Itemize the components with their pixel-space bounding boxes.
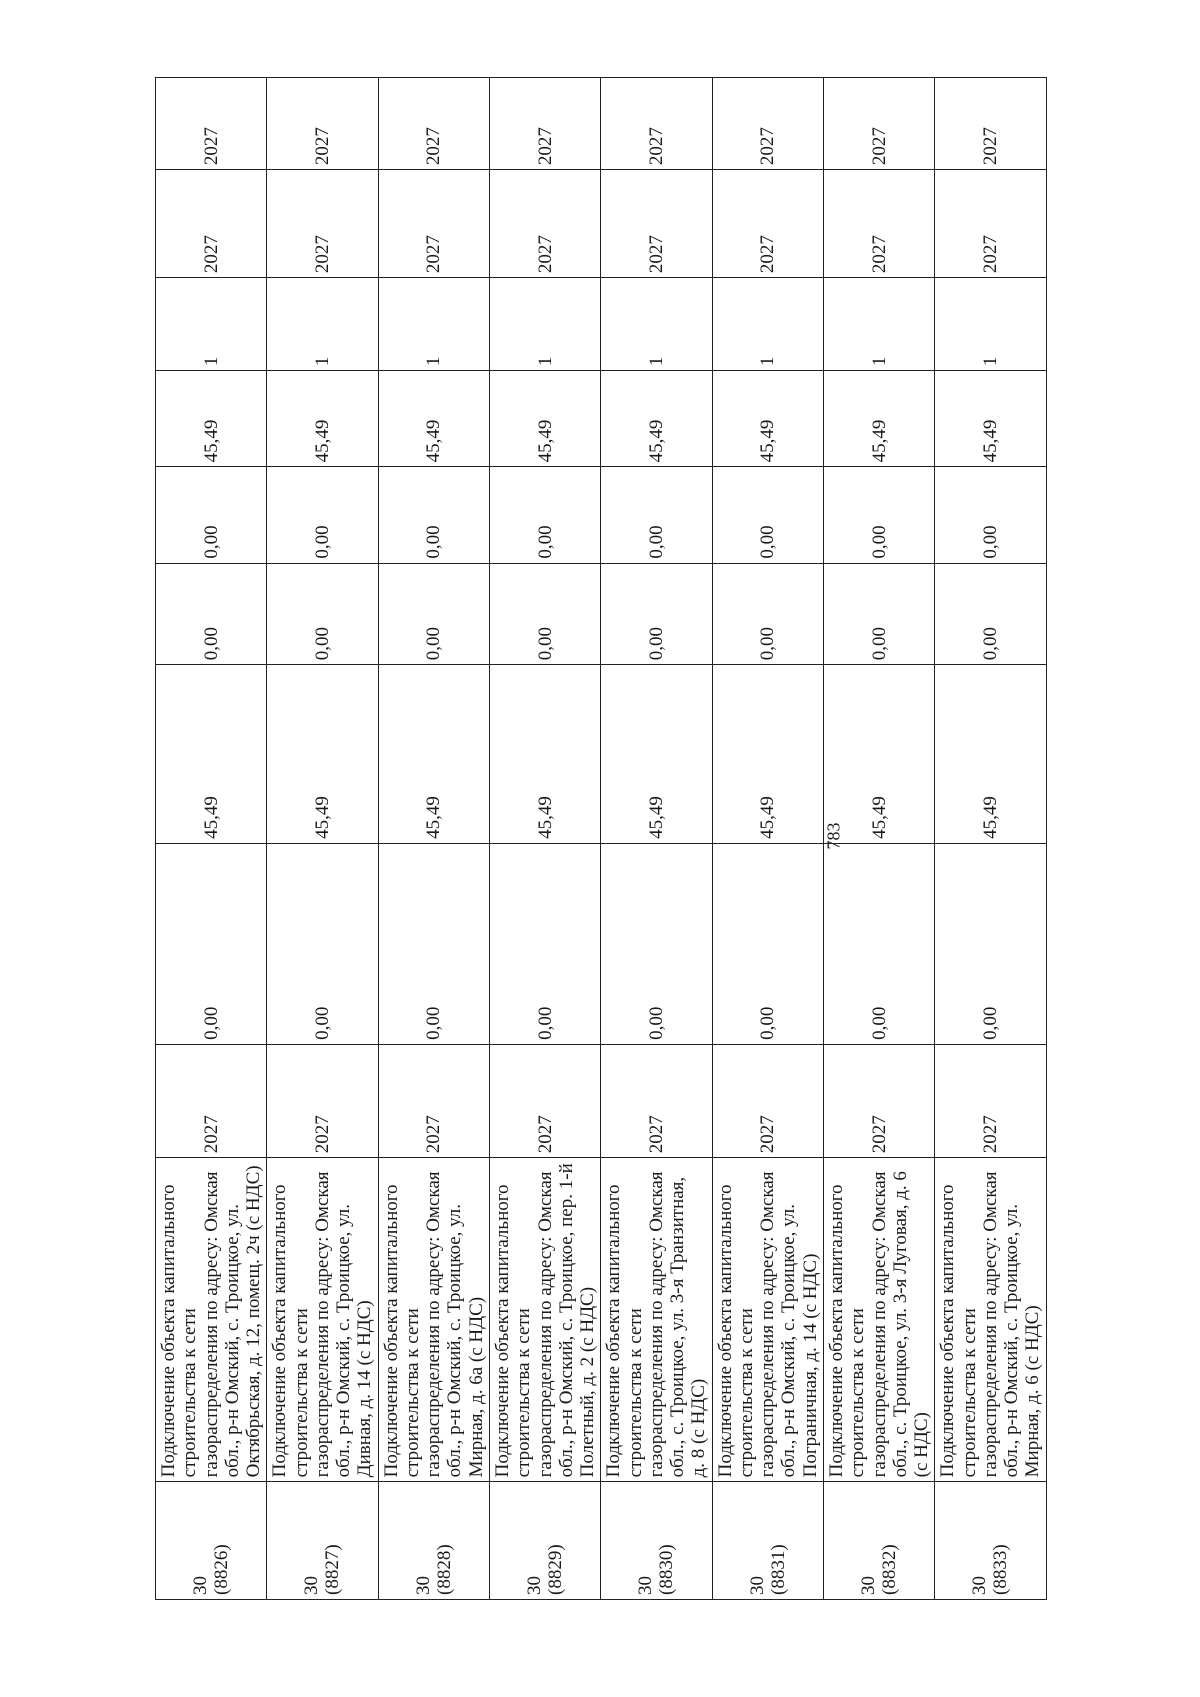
value-cell-c2: 0,00 [601,843,712,1044]
value-cell-c7: 1 [601,278,712,371]
value-cell-c6: 45,49 [823,371,934,467]
table-row [823,78,934,1600]
value-cell-c3: 45,49 [156,665,267,844]
value-cell-c6: 45,49 [489,371,600,467]
value-cell-c3: 45,49 [378,665,489,844]
value-cell-c3: 45,49 [935,665,1046,844]
value-cell-c3: 45,49 [267,665,378,844]
row-number: 30 [969,1576,991,1595]
value-cell-c7: 1 [712,278,823,371]
row-code: (8830) [656,1544,678,1595]
value-cell-c2: 0,00 [823,843,934,1044]
value-cell-c9: 2027 [489,78,600,170]
row-code: (8832) [879,1544,901,1595]
table-row [489,78,600,1600]
table-row [601,78,712,1600]
value-cell-c2: 0,00 [489,843,600,1044]
row-number: 30 [635,1576,657,1595]
value-cell-c7: 1 [489,278,600,371]
value-cell-c1: 2027 [935,1044,1046,1157]
value-cell-c4: 0,00 [823,563,934,665]
value-cell-c4: 0,00 [378,563,489,665]
value-cell-c5: 0,00 [712,467,823,563]
value-cell-c9: 2027 [601,78,712,170]
row-code: (8829) [545,1544,567,1595]
value-cell-c7: 1 [156,278,267,371]
row-code: (8827) [322,1544,344,1595]
value-cell-c4: 0,00 [601,563,712,665]
row-number-cell [267,1482,378,1600]
value-cell-c3: 45,49 [601,665,712,844]
row-number: 30 [857,1576,879,1595]
value-cell-c7: 1 [823,278,934,371]
row-description: Подключение объекта капитального строительства к сети газораспределения по адресу: Омская обл., р-н Омский, с. Троицкое, ул. Мирная, д. 6 (с НДС) [935,1158,1046,1482]
table-row [378,78,489,1600]
value-cell-c8: 2027 [378,170,489,278]
row-code: (8828) [433,1544,455,1595]
value-cell-c8: 2027 [712,170,823,278]
value-cell-c3: 45,49 [823,665,934,844]
row-code: (8831) [767,1544,789,1595]
value-cell-c1: 2027 [823,1044,934,1157]
value-cell-c8: 2027 [601,170,712,278]
value-cell-c4: 0,00 [712,563,823,665]
value-cell-c9: 2027 [823,78,934,170]
value-cell-c7: 1 [935,278,1046,371]
row-description: Подключение объекта капитального строительства к сети газораспределения по адресу: Омская обл., с. Троицкое, ул. 3-я Луговая, д. 6 (с НДС) [823,1158,934,1482]
value-cell-c3: 45,49 [712,665,823,844]
value-cell-c9: 2027 [378,78,489,170]
row-number: 30 [189,1576,211,1595]
value-cell-c9: 2027 [267,78,378,170]
value-cell-c5: 0,00 [601,467,712,563]
row-number-cell [378,1482,489,1600]
page-number: 783 [823,822,844,850]
value-cell-c1: 2027 [489,1044,600,1157]
value-cell-c6: 45,49 [378,371,489,467]
value-cell-c5: 0,00 [823,467,934,563]
row-description: Подключение объекта капитального строительства к сети газораспределения по адресу: Омская обл., р-н Омский, с. Троицкое, ул. Пограничная, д. 14 (с НДС) [712,1158,823,1482]
value-cell-c2: 0,00 [267,843,378,1044]
row-number-cell [935,1482,1046,1600]
value-cell-c4: 0,00 [935,563,1046,665]
row-code: (8833) [990,1544,1012,1595]
value-cell-c6: 45,49 [601,371,712,467]
value-cell-c8: 2027 [823,170,934,278]
value-cell-c9: 2027 [156,78,267,170]
value-cell-c8: 2027 [156,170,267,278]
value-cell-c5: 0,00 [156,467,267,563]
value-cell-c3: 45,49 [489,665,600,844]
value-cell-c8: 2027 [267,170,378,278]
row-description: Подключение объекта капитального строительства к сети газораспределения по адресу: Омская обл., с. Троицкое, ул. 3-я Транзитная, д. 8 (с НДС) [601,1158,712,1482]
row-number: 30 [301,1576,323,1595]
row-number: 30 [746,1576,768,1595]
value-cell-c8: 2027 [489,170,600,278]
value-cell-c6: 45,49 [712,371,823,467]
table-row [712,78,823,1600]
value-cell-c5: 0,00 [378,467,489,563]
value-cell-c7: 1 [267,278,378,371]
value-cell-c2: 0,00 [712,843,823,1044]
table-row [156,78,267,1600]
value-cell-c2: 0,00 [156,843,267,1044]
value-cell-c5: 0,00 [267,467,378,563]
row-description: Подключение объекта капитального строительства к сети газораспределения по адресу: Омская обл., р-н Омский, с. Троицкое, ул. Мирная, д. 6а (с НДС) [378,1158,489,1482]
table-body [156,78,1047,1600]
row-code: (8826) [211,1544,233,1595]
row-number-cell [823,1482,934,1600]
row-number: 30 [412,1576,434,1595]
value-cell-c9: 2027 [935,78,1046,170]
row-number: 30 [523,1576,545,1595]
value-cell-c4: 0,00 [489,563,600,665]
investment-table [155,77,1047,1600]
value-cell-c4: 0,00 [156,563,267,665]
value-cell-c1: 2027 [712,1044,823,1157]
row-description: Подключение объекта капитального строительства к сети газораспределения по адресу: Омская обл., р-н Омский, с. Троицкое, ул. Дивная, д. 14 (с НДС) [267,1158,378,1482]
row-number-cell [489,1482,600,1600]
value-cell-c6: 45,49 [267,371,378,467]
value-cell-c5: 0,00 [489,467,600,563]
value-cell-c1: 2027 [156,1044,267,1157]
value-cell-c2: 0,00 [935,843,1046,1044]
value-cell-c8: 2027 [935,170,1046,278]
value-cell-c6: 45,49 [935,371,1046,467]
value-cell-c4: 0,00 [267,563,378,665]
value-cell-c1: 2027 [601,1044,712,1157]
value-cell-c5: 0,00 [935,467,1046,563]
row-number-cell [712,1482,823,1600]
row-description: Подключение объекта капитального строительства к сети газораспределения по адресу: Омская обл., р-н Омский, с. Троицкое, ул. Октябрьская, д. 12, помещ. 2ч (с НДС) [156,1158,267,1482]
table-row [935,78,1046,1600]
row-number-cell [156,1482,267,1600]
rotated-table-container [155,77,1043,1600]
value-cell-c9: 2027 [712,78,823,170]
table-row [267,78,378,1600]
value-cell-c1: 2027 [378,1044,489,1157]
value-cell-c6: 45,49 [156,371,267,467]
value-cell-c7: 1 [378,278,489,371]
row-number-cell [601,1482,712,1600]
row-description: Подключение объекта капитального строительства к сети газораспределения по адресу: Омская обл., р-н Омский, с. Троицкое, пер. 1-й Полетный, д. 2 (с НДС) [489,1158,600,1482]
value-cell-c1: 2027 [267,1044,378,1157]
value-cell-c2: 0,00 [378,843,489,1044]
